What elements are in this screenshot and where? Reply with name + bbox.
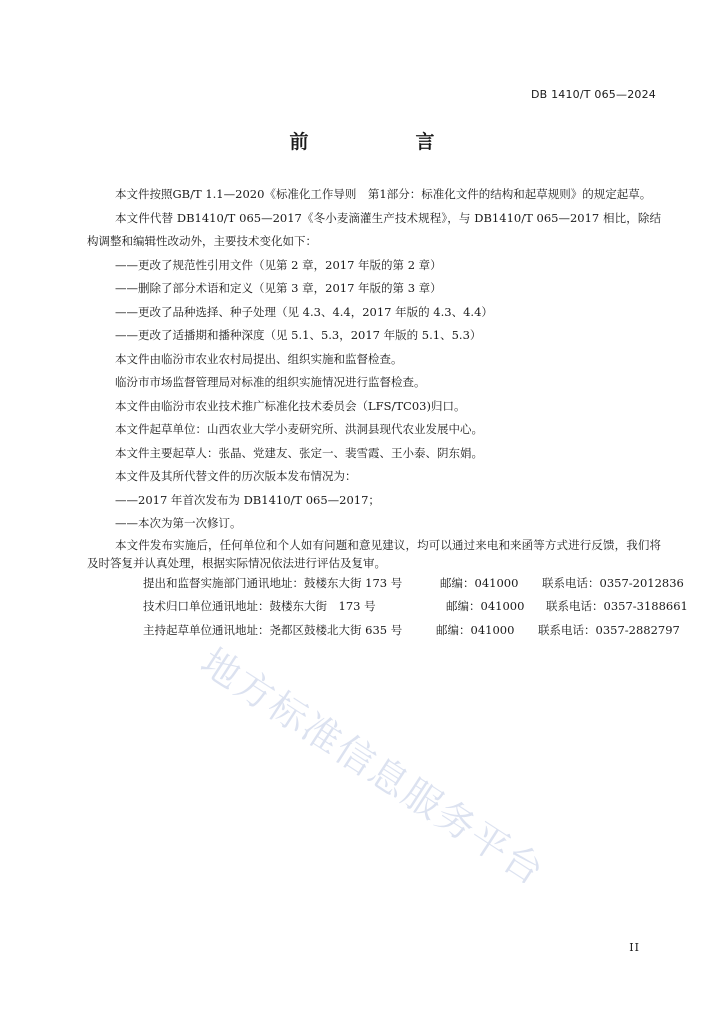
contact-postcode: 邮编：041000 [436,622,515,637]
change-item: ——更改了规范性引用文件（见第 2 章，2017 年版的第 2 章） [115,257,442,272]
paragraph-drafting-rules: 本文件按照GB/T 1.1—2020《标准化工作导则 第1部分：标准化文件的结构和起草规则》的规定起草。 [115,187,652,201]
contact-line [87,619,680,643]
change-item: ——更改了品种选择、种子处理（见 4.3、4.4，2017 年版的 4.3、4.4） [115,304,493,319]
contact-address: 提出和监督实施部门通讯地址：鼓楼东大街 173 号 [143,575,403,590]
contact-phone: 联系电话：0357-2882797 [538,622,680,637]
history-item: ——本次为第一次修订。 [115,516,242,530]
watermark: 地方标准信息服务平台 [193,639,553,895]
paragraph-history-intro: 本文件及其所代替文件的历次版本发布情况为： [115,469,357,483]
change-item: ——更改了适播期和播种深度（见 5.1、5.3，2017 年版的 5.1、5.3） [115,328,482,342]
paragraph-drafters: 本文件主要起草人：张晶、党建友、张定一、裴雪霞、王小泰、阴东娟。 [115,445,483,460]
contact-postcode: 邮编：041000 [440,575,519,590]
contact-phone: 联系电话：0357-3188661 [546,599,688,613]
paragraph-drafting-units: 本文件起草单位：山西农业大学小麦研究所、洪洞县现代农业发展中心。 [115,422,483,436]
paragraph-committee: 本文件由临汾市农业技术推广标准化技术委员会（LFS/TC03)归口。 [115,398,466,413]
change-item: ——删除了部分术语和定义（见第 3 章，2017 年版的第 3 章） [115,281,442,295]
paragraph-feedback: 本文件发布实施后，任何单位和个人如有问题和意见建议，均可以通过来电和来函等方式进行反馈，我们将及时答复并认真处理，根据实际情况依法进行评估及复审。 [87,537,661,570]
contact-phone: 联系电话：0357-2012836 [542,575,684,590]
page-title: 前 言 [289,131,479,153]
page-number: II [629,941,640,954]
paragraph-replacement: 本文件代替 DB1410/T 065—2017《冬小麦滴灌生产技术规程》，与 DB1410/T 065—2017 相比，除结构调整和编辑性改动外，主要技术变化如下： [87,210,661,248]
contact-line [87,572,684,596]
history-item: ——2017 年首次发布为 DB1410/T 065—2017； [115,492,380,507]
paragraph-proposer: 本文件由临汾市农业农村局提出、组织实施和监督检查。 [115,351,403,366]
contact-address: 主持起草单位通讯地址：尧都区鼓楼北大街 635 号 [143,622,403,637]
contact-postcode: 邮编：041000 [446,599,525,613]
contact-address: 技术归口单位通讯地址：鼓楼东大街 173 号 [143,599,376,613]
contact-line [87,595,688,619]
paragraph-supervision: 临汾市市场监督管理局对标准的组织实施情况进行监督检查。 [115,375,426,389]
standard-code: DB 1410/T 065—2024 [530,88,656,101]
foreword-body [87,183,688,642]
